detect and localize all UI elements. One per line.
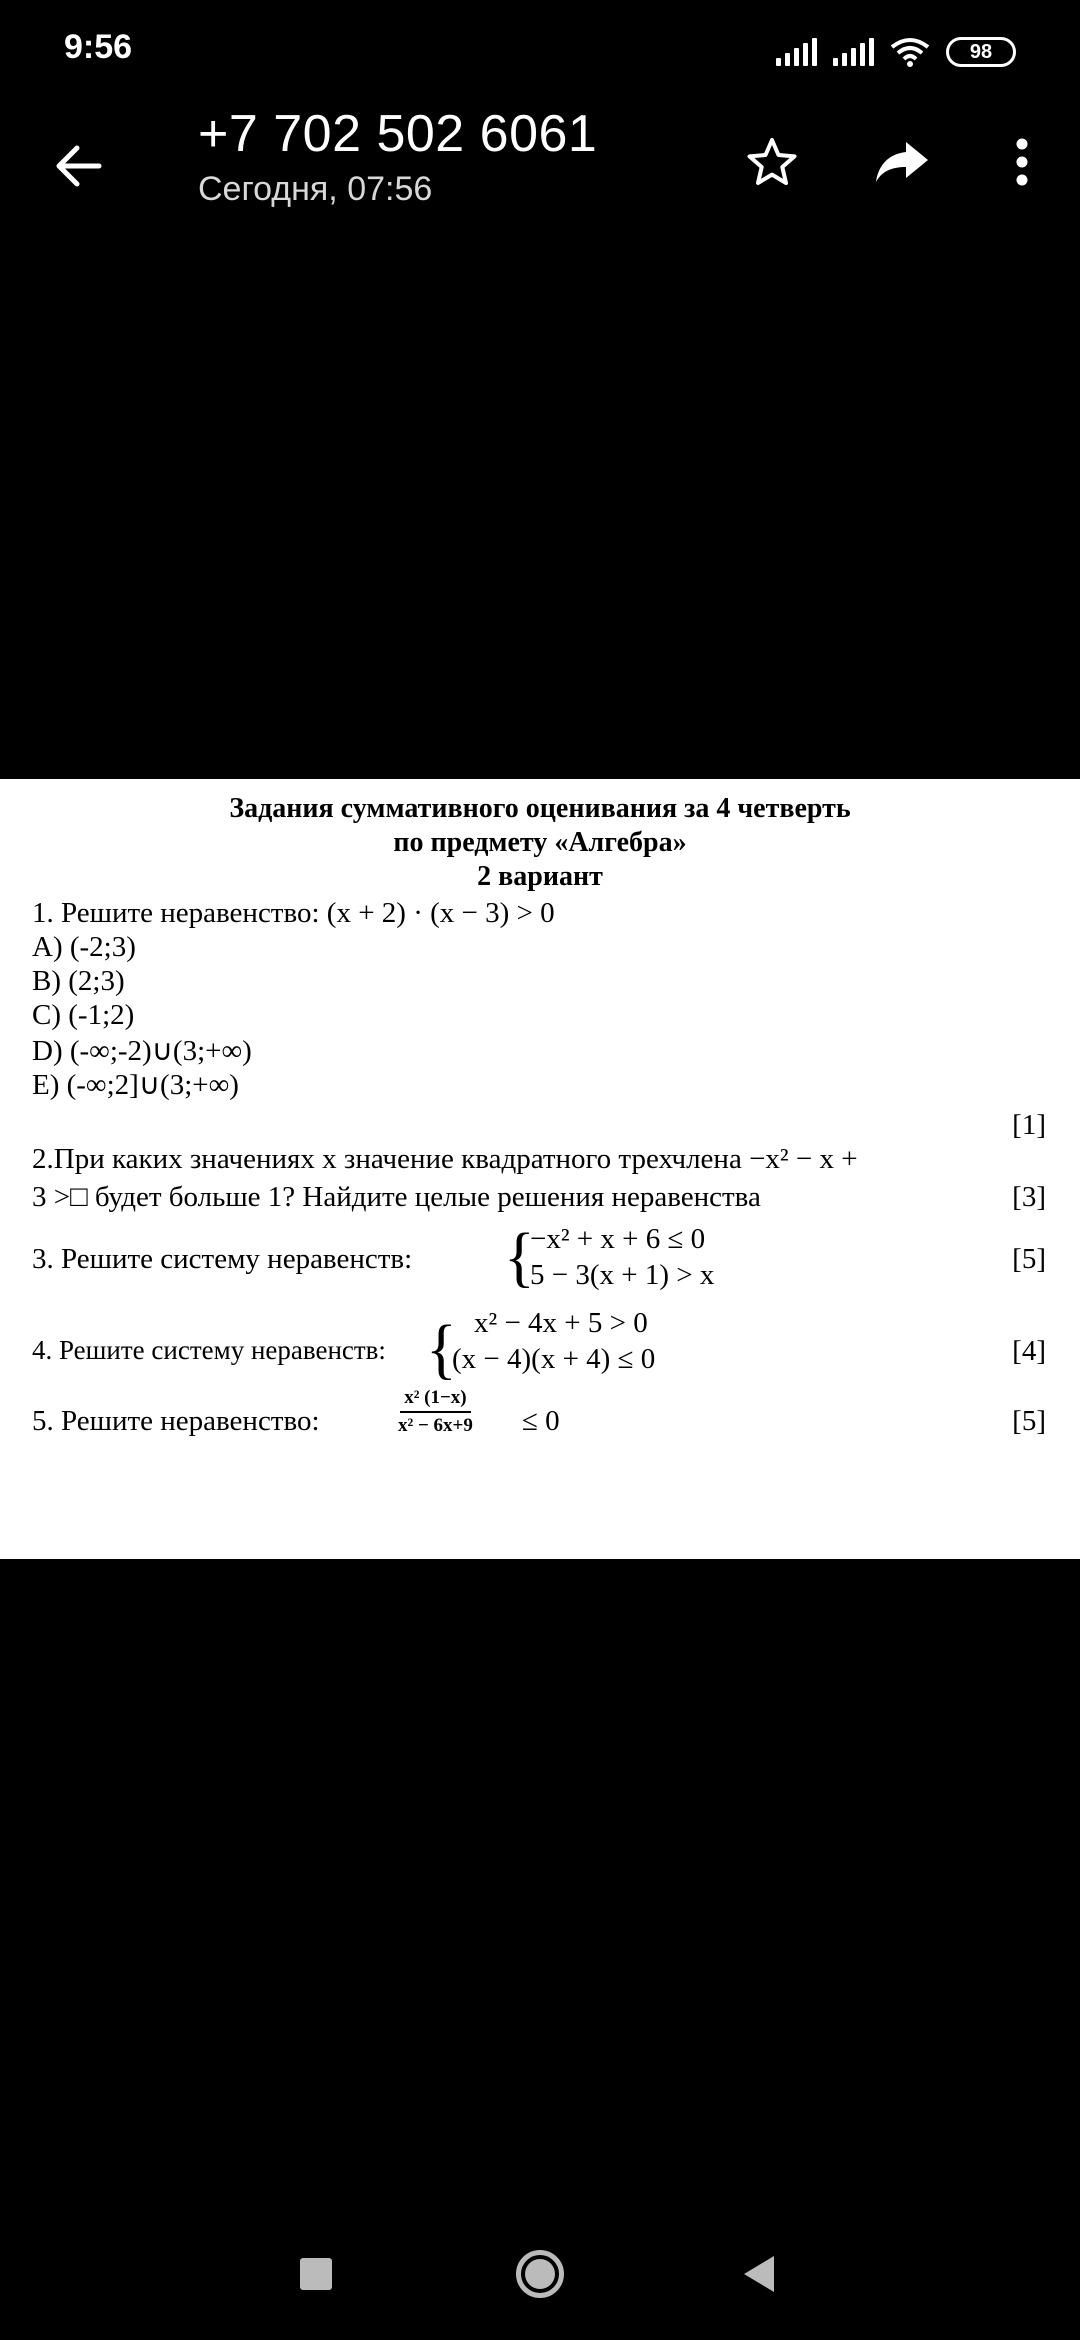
status-time: 9:56 bbox=[64, 28, 133, 66]
score-q5: [5] bbox=[1012, 1405, 1046, 1437]
score-q3: [5] bbox=[1012, 1243, 1046, 1275]
brace-q3: { bbox=[504, 1219, 535, 1294]
share-button[interactable] bbox=[864, 124, 940, 200]
more-options-button[interactable] bbox=[984, 124, 1060, 200]
recent-apps-button[interactable] bbox=[300, 2258, 332, 2290]
answer-option-c: C) (-1;2) bbox=[32, 999, 135, 1031]
navigation-bar bbox=[0, 2220, 1080, 2340]
home-button[interactable] bbox=[516, 2250, 564, 2298]
title-block bbox=[198, 104, 597, 209]
signal-icon bbox=[833, 38, 874, 66]
wifi-icon bbox=[890, 37, 930, 67]
brace-q4: { bbox=[426, 1311, 457, 1386]
system-q4-line-2: (x − 4)(x + 4) ≤ 0 bbox=[452, 1343, 656, 1375]
document-subject: по предмету «Алгебра» bbox=[393, 827, 687, 858]
forward-icon bbox=[874, 140, 930, 184]
fraction-q5 bbox=[398, 1387, 473, 1437]
answer-option-a: A) (-2;3) bbox=[32, 931, 136, 963]
score-q2: [3] bbox=[1012, 1181, 1046, 1213]
score-q4: [4] bbox=[1012, 1335, 1046, 1367]
fraction-numerator: x² (1−x) bbox=[400, 1387, 470, 1413]
question-4: 4. Решите систему неравенств: bbox=[32, 1335, 386, 1365]
system-q4-line-1: x² − 4x + 5 > 0 bbox=[474, 1307, 648, 1339]
status-icons bbox=[776, 34, 1016, 70]
contact-title: +7 702 502 6061 bbox=[198, 105, 598, 163]
answer-option-d: D) (-∞;-2)∪(3;+∞) bbox=[32, 1035, 252, 1067]
question-2-line-1: 2.При каких значениях x значение квадратного трехчлена −x² − x + bbox=[32, 1143, 858, 1175]
question-3: 3. Решите систему неравенств: bbox=[32, 1243, 413, 1275]
battery-indicator: 98 bbox=[946, 37, 1016, 67]
answer-option-b: B) (2;3) bbox=[32, 965, 125, 997]
question-1: 1. Решите неравенство: (x + 2) · (x − 3) > 0 bbox=[32, 897, 555, 929]
question-2-line-2: 3 >□ будет больше 1? Найдите целые решения неравенства bbox=[32, 1181, 761, 1213]
signal-icon bbox=[776, 38, 817, 66]
star-button[interactable] bbox=[734, 124, 810, 200]
document-heading: Задания суммативного оценивания за 4 четверть bbox=[229, 793, 851, 824]
status-bar bbox=[0, 0, 1080, 100]
arrow-left-icon bbox=[53, 144, 103, 188]
fraction-denominator: x² − 6x+9 bbox=[398, 1415, 473, 1436]
question-5: 5. Решите неравенство: bbox=[32, 1405, 320, 1437]
system-back-button[interactable] bbox=[744, 2256, 774, 2292]
score-q1: [1] bbox=[1012, 1109, 1046, 1141]
home-icon bbox=[525, 2259, 555, 2289]
system-q3-line-2: 5 − 3(x + 1) > x bbox=[530, 1259, 715, 1291]
back-button[interactable] bbox=[40, 128, 116, 204]
message-timestamp: Сегодня, 07:56 bbox=[198, 170, 433, 208]
document-variant: 2 вариант bbox=[477, 861, 603, 892]
document-image[interactable] bbox=[0, 779, 1080, 1559]
star-icon bbox=[746, 137, 798, 187]
relation-q5: ≤ 0 bbox=[522, 1405, 560, 1437]
app-bar bbox=[0, 100, 1080, 230]
answer-option-e: E) (-∞;2]∪(3;+∞) bbox=[32, 1069, 239, 1101]
more-vertical-icon bbox=[1015, 137, 1029, 187]
system-q3-line-1: −x² + x + 6 ≤ 0 bbox=[530, 1223, 706, 1255]
